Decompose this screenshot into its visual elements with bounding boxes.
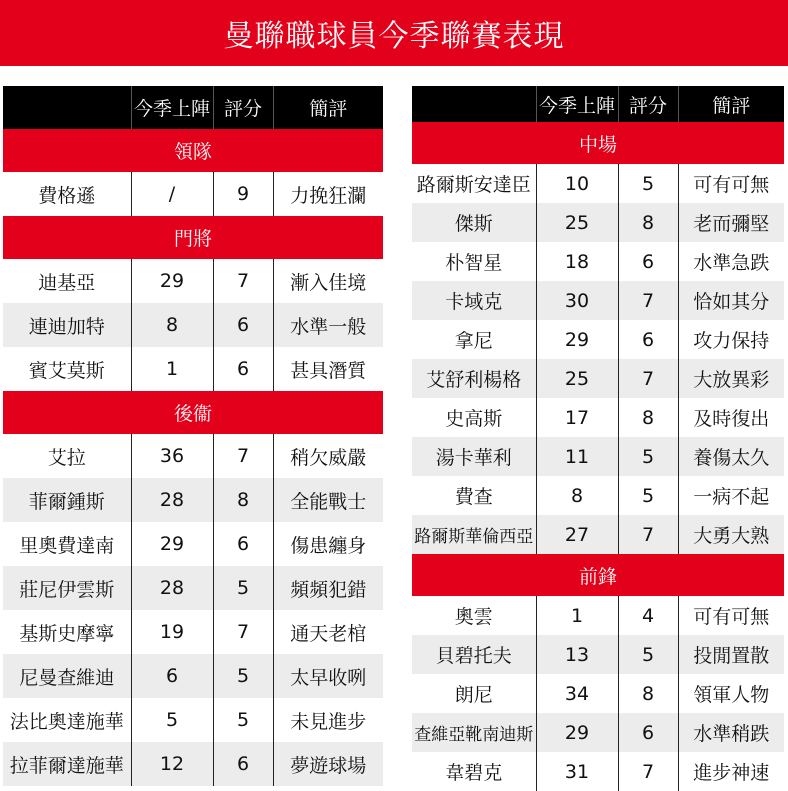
header-apps: 今季上陣 — [536, 86, 618, 122]
section-label: 後衞 — [3, 391, 383, 434]
comment-cell: 可有可無 — [693, 174, 770, 196]
table-row — [3, 259, 383, 303]
rating-cell: 5 — [618, 437, 678, 476]
appearances-cell: 1 — [536, 596, 618, 635]
comment-cell: 水準一般 — [273, 303, 383, 347]
header-comment: 簡評 — [273, 86, 383, 129]
appearances-cell: 18 — [536, 242, 618, 281]
appearances-cell: 29 — [536, 713, 618, 752]
player-name: 費格遜 — [3, 172, 131, 216]
rating-cell: 6 — [213, 347, 273, 391]
table-row — [412, 398, 784, 437]
player-name: 尼曼查維迪 — [3, 654, 131, 698]
comment-cell: 夢遊球場 — [273, 742, 383, 786]
table-row — [3, 610, 383, 654]
comment-cell: 稍欠威嚴 — [290, 446, 367, 469]
appearances-cell: 31 — [536, 752, 618, 791]
player-name: 法比奧達施華 — [3, 698, 131, 742]
player-name: 費查 — [412, 476, 536, 515]
player-name: 傑斯 — [412, 203, 536, 242]
appearances-cell: 36 — [131, 434, 213, 478]
table-row — [3, 172, 383, 216]
player-name: 韋碧克 — [412, 752, 536, 791]
rating-cell: 6 — [213, 742, 273, 786]
appearances-cell: 12 — [131, 742, 213, 786]
rating-cell: 5 — [618, 164, 678, 203]
table-row — [3, 742, 383, 786]
appearances-cell: 34 — [536, 674, 618, 713]
comment-cell: 攻力保持 — [693, 330, 770, 352]
appearances-cell: 8 — [131, 303, 213, 347]
player-name: 莊尼伊雲斯 — [3, 566, 131, 610]
section-header-row — [412, 554, 784, 596]
rating-cell: 8 — [618, 674, 678, 713]
appearances-cell: 17 — [536, 398, 618, 437]
comment-cell: 頻頻犯錯 — [273, 566, 383, 610]
rating-cell: 5 — [213, 566, 273, 610]
player-name: 史高斯 — [412, 398, 536, 437]
comment-cell: 水準急跌 — [693, 252, 770, 274]
appearances-cell: 25 — [536, 203, 618, 242]
rating-cell: 5 — [618, 635, 678, 674]
comment-cell: 及時復出 — [693, 408, 770, 430]
comment-cell: 進步神速 — [693, 762, 770, 784]
comment-cell: 水準稍跌 — [678, 713, 784, 752]
comment-cell: 老而彌堅 — [678, 203, 784, 242]
header-blank — [3, 86, 131, 129]
appearances-cell: 10 — [536, 164, 618, 203]
section-label: 領隊 — [3, 129, 383, 172]
header-comment: 簡評 — [678, 86, 784, 122]
player-name: 拿尼 — [412, 320, 536, 359]
table-row — [3, 303, 383, 347]
comment-cell: 力挽狂瀾 — [290, 184, 367, 207]
rating-cell: 6 — [213, 303, 273, 347]
player-name: 基斯史摩寧 — [3, 610, 131, 654]
table-row — [412, 713, 784, 752]
table-row — [412, 242, 784, 281]
rating-cell: 8 — [213, 478, 273, 522]
left-player-table — [3, 86, 383, 786]
appearances-cell: 1 — [131, 347, 213, 391]
rating-cell: 5 — [213, 654, 273, 698]
appearances-cell: 11 — [536, 437, 618, 476]
table-row — [412, 281, 784, 320]
appearances-cell: 8 — [536, 476, 618, 515]
rating-cell: 7 — [213, 434, 273, 478]
right-player-table — [412, 86, 784, 791]
comment-cell: 太早收咧 — [273, 654, 383, 698]
rating-cell: 7 — [213, 610, 273, 654]
table-row — [3, 347, 383, 391]
section-header-row — [3, 391, 383, 434]
rating-cell: 8 — [618, 203, 678, 242]
player-name: 奧雲 — [412, 596, 536, 635]
player-name: 查維亞靴南迪斯 — [412, 713, 536, 752]
player-name: 賓艾莫斯 — [3, 347, 131, 391]
table-header-row — [3, 86, 383, 129]
appearances-cell: 19 — [131, 610, 213, 654]
appearances-cell: / — [131, 172, 213, 216]
rating-cell: 5 — [618, 476, 678, 515]
table-row — [412, 359, 784, 398]
comment-cell: 一病不起 — [693, 486, 770, 508]
rating-cell: 9 — [213, 172, 273, 216]
table-row — [412, 674, 784, 713]
player-name: 卡域克 — [412, 281, 536, 320]
header-blank — [412, 86, 536, 122]
comment-cell: 養傷太久 — [678, 437, 784, 476]
comment-cell: 領軍人物 — [693, 684, 770, 706]
player-name: 朴智星 — [412, 242, 536, 281]
player-name: 迪基亞 — [3, 259, 131, 303]
player-name: 路爾斯華倫西亞 — [412, 515, 536, 554]
table-row — [412, 164, 784, 203]
table-row — [412, 752, 784, 791]
rating-cell: 7 — [618, 515, 678, 554]
player-name: 連迪加特 — [3, 303, 131, 347]
table-row — [3, 566, 383, 610]
table-row — [3, 434, 383, 478]
player-name: 里奧費達南 — [3, 522, 131, 566]
table-header-row — [412, 86, 784, 122]
section-label: 門將 — [3, 216, 383, 259]
table-row — [3, 522, 383, 566]
comment-cell: 恰如其分 — [678, 281, 784, 320]
player-name: 艾拉 — [3, 434, 131, 478]
table-row — [412, 476, 784, 515]
table-row — [412, 515, 784, 554]
player-name: 艾舒利楊格 — [412, 359, 536, 398]
comment-cell: 漸入佳境 — [290, 271, 367, 294]
section-header-row — [3, 129, 383, 172]
section-header-row — [412, 122, 784, 164]
table-row — [3, 698, 383, 742]
rating-cell: 7 — [213, 259, 273, 303]
header-rating: 評分 — [213, 86, 273, 129]
header-apps: 今季上陣 — [131, 86, 213, 129]
rating-cell: 4 — [618, 596, 678, 635]
appearances-cell: 29 — [131, 522, 213, 566]
appearances-cell: 28 — [131, 478, 213, 522]
section-label: 中場 — [412, 122, 784, 164]
section-header-row — [3, 216, 383, 259]
comment-cell: 全能戰士 — [273, 478, 383, 522]
appearances-cell: 29 — [536, 320, 618, 359]
page-title: 曼聯職球員今季聯賽表現 — [0, 0, 788, 66]
comment-cell: 可有可無 — [693, 606, 770, 628]
comment-cell: 傷患纏身 — [290, 534, 367, 557]
appearances-cell: 29 — [131, 259, 213, 303]
comment-cell: 大勇大熟 — [678, 515, 784, 554]
player-name: 菲爾鍾斯 — [3, 478, 131, 522]
section-label: 前鋒 — [412, 554, 784, 596]
comment-cell: 未見進步 — [290, 710, 367, 733]
comment-cell: 通天老棺 — [290, 622, 367, 645]
appearances-cell: 28 — [131, 566, 213, 610]
table-row — [412, 320, 784, 359]
table-row — [3, 478, 383, 522]
appearances-cell: 30 — [536, 281, 618, 320]
comment-cell: 甚具潛質 — [290, 359, 367, 382]
player-name: 拉菲爾達施華 — [3, 742, 131, 786]
appearances-cell: 13 — [536, 635, 618, 674]
table-row — [412, 596, 784, 635]
rating-cell: 6 — [618, 320, 678, 359]
table-row — [412, 437, 784, 476]
rating-cell: 5 — [213, 698, 273, 742]
comment-cell: 大放異彩 — [678, 359, 784, 398]
rating-cell: 7 — [618, 281, 678, 320]
appearances-cell: 25 — [536, 359, 618, 398]
rating-cell: 6 — [213, 522, 273, 566]
rating-cell: 7 — [618, 359, 678, 398]
player-name: 湯卡華利 — [412, 437, 536, 476]
player-name: 朗尼 — [412, 674, 536, 713]
player-name: 路爾斯安達臣 — [412, 164, 536, 203]
table-row — [412, 635, 784, 674]
appearances-cell: 27 — [536, 515, 618, 554]
rating-cell: 6 — [618, 713, 678, 752]
rating-cell: 8 — [618, 398, 678, 437]
player-name: 貝碧托夫 — [412, 635, 536, 674]
rating-cell: 6 — [618, 242, 678, 281]
table-row — [412, 203, 784, 242]
header-rating: 評分 — [618, 86, 678, 122]
appearances-cell: 5 — [131, 698, 213, 742]
rating-cell: 7 — [618, 752, 678, 791]
appearances-cell: 6 — [131, 654, 213, 698]
comment-cell: 投閒置散 — [678, 635, 784, 674]
table-row — [3, 654, 383, 698]
